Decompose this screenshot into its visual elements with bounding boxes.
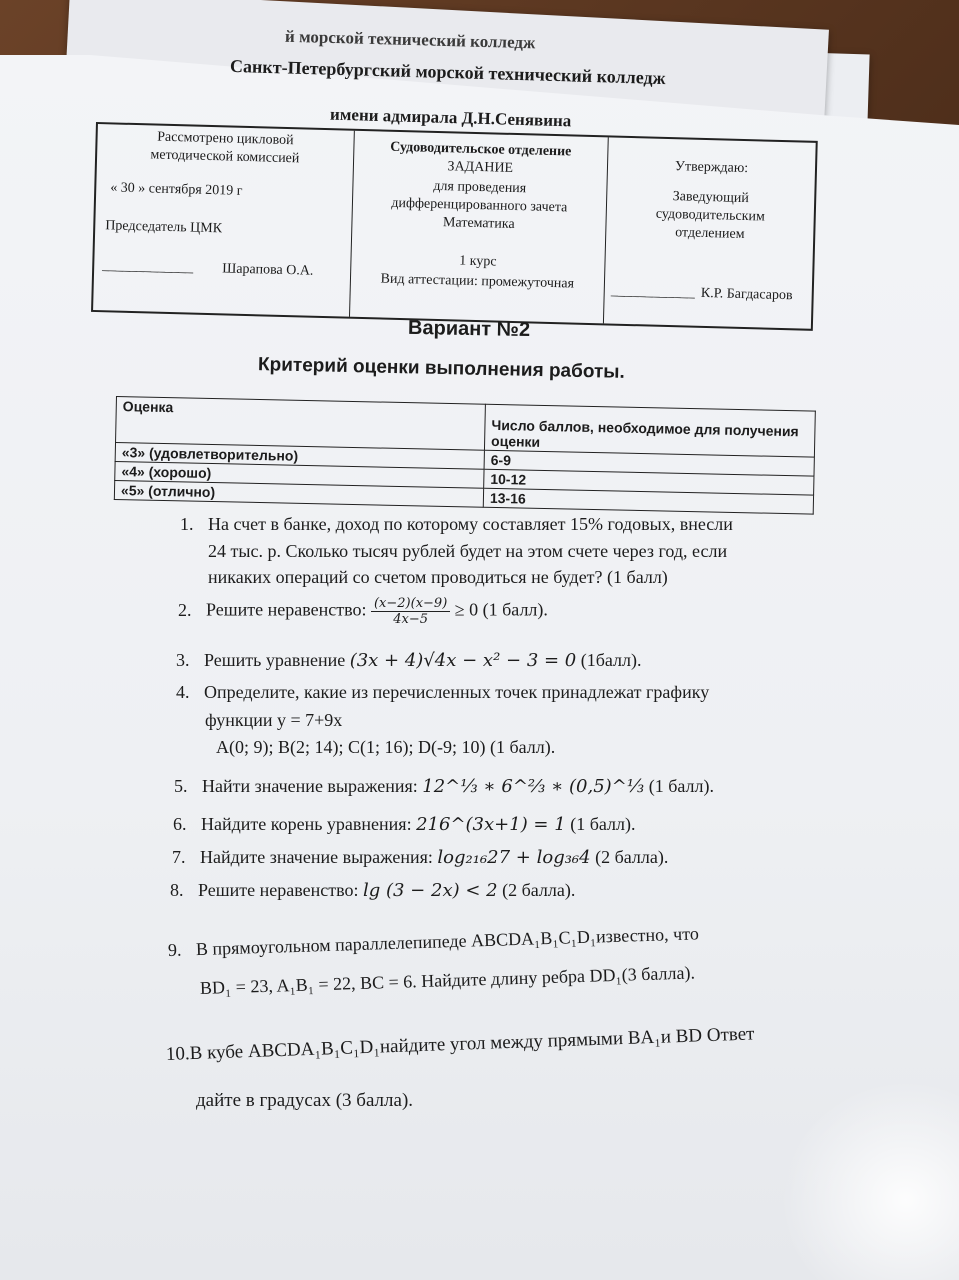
task-formula: log₂₁₆27 + log₃₆4 [437,847,591,868]
task-text: Найдите значение выражения: [200,847,433,867]
task-number: 8. [170,880,184,900]
task-number: 6. [173,814,187,834]
department-name: Судоводительское отделение [390,139,572,160]
task-8 [170,880,575,901]
grade-cell: «3» (удовлетворительно) [115,443,484,470]
task-text: Найти значение выражения: [202,776,418,796]
task-tail: (2 балла). [595,847,669,867]
grade-cell: «4» (хорошо) [115,461,484,488]
chairman-name: Шарапова О.А. [222,261,314,279]
task-formula: lg (3 − 2x) < 2 [362,880,498,901]
task-tail: (1 балл). [570,814,636,834]
task-purpose-line2: дифференцированного зачета [391,195,568,216]
task-text: Найдите корень уравнения: [201,814,412,834]
task-number: 5. [174,776,188,796]
task-number: 10. [165,1043,191,1065]
light-glare [780,1080,959,1280]
grade-cell: «5» (отлично) [114,480,483,507]
task-number: 7. [172,847,186,867]
task-number: 3. [176,650,190,670]
head-name: К.Р. Багдасаров [700,285,793,304]
points-cell: 10-12 [484,469,814,495]
commission-date: « 30 » сентября 2019 г [110,180,243,199]
inequality-fraction [371,596,450,627]
head-title-line3: отделением [675,225,745,243]
back-sheet-header: й морской технический колледж [284,26,536,53]
variant-title: Вариант №2 [407,316,531,342]
task-4-line2: функции y = 7+9x [205,710,343,730]
approval-table [91,122,818,331]
task-number: 9. [167,939,182,960]
task-10-line2: дайте в градусах (3 балла). [196,1090,414,1111]
subject-name: Математика [442,215,515,232]
task-text: Определите, какие из перечисленных точек принадлежат графику [204,682,710,702]
task-tail: (2 балла). [502,880,576,900]
task-number: 2. [178,599,192,620]
head-title-line2: судоводительским [655,206,766,225]
task-number: 1. [180,514,194,534]
task-title: ЗАДАНИЕ [447,159,514,176]
task-tail: (1балл). [580,650,642,670]
task-formula: 216^(3x+1) = 1 [416,814,566,835]
task-text: Решите неравенство: [206,599,367,620]
task-text: Решите неравенство: [198,880,359,900]
college-name: Санкт-Петербургский морской технический колледж [229,55,666,89]
task-text: Решить уравнение [204,650,346,670]
task-9 [168,923,699,961]
points-cell: 13-16 [483,488,813,514]
task-formula: 12^⅓ ∗ 6^⅔ ∗ (0,5)^⅓ [422,776,645,797]
fraction-denominator: 4x−5 [393,612,429,627]
task-7 [172,847,668,868]
approval-right-cell [604,137,816,328]
head-title-line1: Заведующий [672,189,750,207]
college-subtitle: имени адмирала Д.Н.Сенявина [329,104,572,131]
task-4 [176,682,709,703]
attestation-type: Вид аттестации: промежуточная [380,271,575,292]
chairman-signature-line: _____________ [102,258,194,276]
task-6 [173,814,635,835]
task-3 [176,650,642,671]
task-tail: ≥ 0 (1 балл). [454,599,548,620]
commission-line1: Рассмотрено цикловой [157,129,294,149]
approve-label: Утверждаю: [674,159,749,177]
task-number: 4. [176,682,190,702]
task-text: На счет в банке, доход по которому составляет 15% годовых, внесли [208,514,733,534]
task-text: В кубе ABCDA₁B₁C₁D₁найдите угол между прямыми BA₁и BD Ответ [189,1023,755,1065]
points-column-header: Число баллов, необходимое для получения оценки [484,404,815,457]
task-purpose-line1: для проведения [433,178,527,197]
criteria-title: Критерий оценки выполнения работы. [257,354,626,383]
course-label: 1 курс [458,253,497,270]
task-tail: (1 балл). [648,776,714,796]
task-1-line3: никаких операций со счетом проводиться не будет? (1 балл) [208,567,668,587]
task-1-line2: 24 тыс. р. Сколько тысяч рублей будет на этом счете через год, если [208,541,728,561]
points-cell: 6-9 [484,450,814,476]
commission-line2: методической комиссией [150,147,300,167]
approval-middle-cell [350,131,609,324]
task-5 [174,776,714,797]
approval-left-cell [93,124,354,317]
task-9-line2: BD₁ = 23, A₁B₁ = 22, BC = 6. Найдите длину ребра DD₁(3 балла). [199,962,696,998]
grade-table [114,396,816,515]
task-10 [166,1023,755,1066]
chairman-role: Председатель ЦМК [105,218,223,237]
head-signature-line: ____________ [610,283,696,301]
task-text: В прямоугольном параллелепипеде ABCDA₁B₁C₁D₁известно, что [195,923,700,960]
task-formula: (3x + 4)√4x − x² − 3 = 0 [349,650,577,671]
task-2 [178,596,548,627]
grade-column-header: Оценка [116,397,486,451]
task-1 [180,514,733,535]
task-4-points: A(0; 9); B(2; 14); C(1; 16); D(-9; 10) (1 балл). [216,737,556,757]
fraction-numerator: (x−2)(x−9) [371,596,450,612]
